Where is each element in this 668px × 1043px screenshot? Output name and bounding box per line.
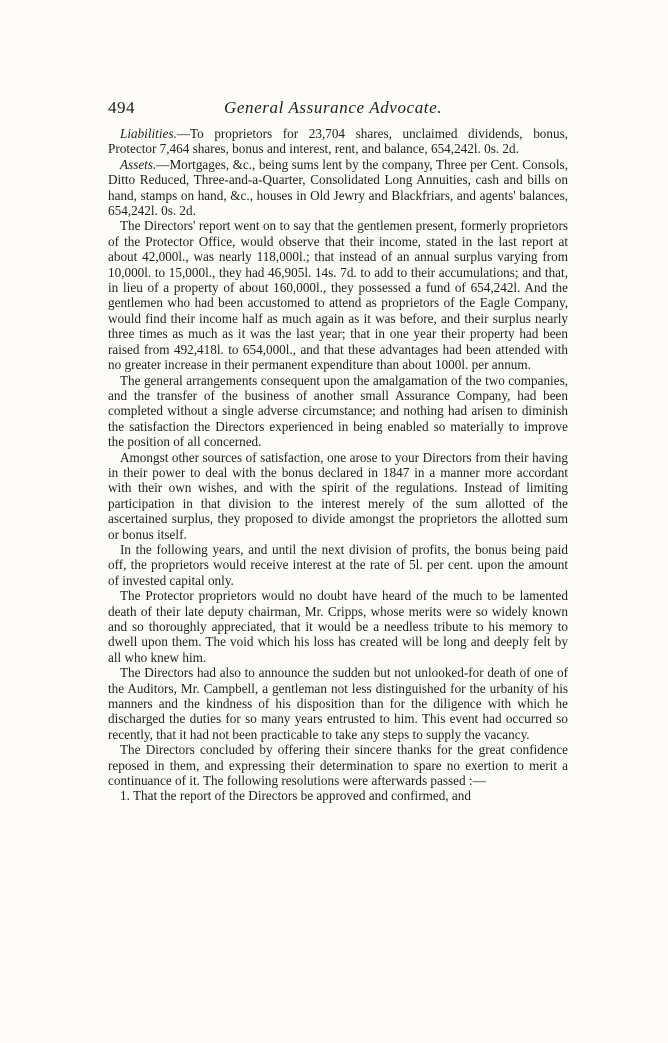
- paragraph-text: —To proprietors for 23,704 shares, unclaimed dividends, bonus, Protector 7,464 shares, bonus and interest, rent, and balance, 654,242l. 0s. 2d.: [108, 126, 568, 157]
- paragraph-bonus: [108, 450, 568, 542]
- paragraph-text: The Directors concluded by offering their sincere thanks for the great confidence reposed in them, and expressing their determination to spare no exertion to merit a continuance of it. The following resolutions were afterwards passed :—: [108, 742, 568, 789]
- paragraph-interest: [108, 542, 568, 588]
- running-head: [108, 96, 568, 120]
- paragraph-text: —Mortgages, &c., being sums lent by the company, Three per Cent. Consols, Ditto Reduced, Three-and-a-Quarter, Consolidated Long Annuities, cash and bills on hand, stamps on hand, &c., houses in Old Jewry and Blackfriars, and agents' balances, 654,242l. 0s. 2d.: [108, 156, 568, 219]
- paragraph-amalgamation: [108, 373, 568, 450]
- paragraph-text: The Directors had also to announce the sudden but not unlooked-for death of one of the Auditors, Mr. Campbell, a gentleman not less distinguished for the urbanity of his manners and the kindness of his disposition than for the diligence with which he discharged the duties for so many years entrusted to him. This event had occurred so recently, that it had not been practicable to take any steps to supply the vacancy.: [108, 665, 568, 742]
- paragraph-lead: Assets.: [120, 156, 157, 172]
- paragraph-report-income: [108, 218, 568, 372]
- paragraph-resolution-1: [108, 788, 568, 803]
- paragraph-cripps: [108, 588, 568, 665]
- paragraph-text: The Protector proprietors would no doubt have heard of the much to be lamented death of their late deputy chairman, Mr. Cripps, whose merits were so widely known and so thoroughly appreciated, that it would be a needless tribute to his memory to dwell upon them. The void which his loss has created will be long and deeply felt by all who knew him.: [108, 588, 568, 665]
- paragraph-text: Amongst other sources of satisfaction, one arose to your Directors from their having in their power to deal with the bonus declared in 1847 in a manner more accordant with their own wishes, and with the spirit of the regulations. Instead of limiting participation in that division to the interest merely of the sum allotted of the ascertained surplus, they proposed to divide amongst the proprietors the allotted sum or bonus itself.: [108, 449, 568, 542]
- paragraph-text: 1. That the report of the Directors be approved and confirmed, and: [120, 788, 471, 804]
- paragraph-campbell: [108, 665, 568, 742]
- paragraph-conclusion: [108, 742, 568, 788]
- paragraph-lead: Liabilities.: [120, 126, 177, 141]
- body-text: [108, 126, 568, 804]
- paragraph-liabilities: [108, 126, 568, 157]
- paragraph-text: In the following years, and until the next division of profits, the bonus being paid off, the proprietors would receive interest at the rate of 5l. per cent. upon the amount of invested capital only.: [108, 541, 568, 588]
- paragraph-text: The Directors' report went on to say that the gentlemen present, formerly proprietors of the Protector Office, would observe that their income, stated in the last report at about 42,000l., was nearly 118,000l.; that instead of an annual surplus varying from 10,000l. to 15,000l., they had 46,905l. 14s. 7d. to add to their accumulations; and that, in lieu of a property of about 160,000l., they possessed a fund of 654,242l. And the gentlemen who had been accustomed to attend as proprietors of the Eagle Company, would find their income half as much again as it was before, and their surplus nearly three times as much as it was the last year; that in one year their property had been raised from 492,418l. to 654,000l., and that these advantages had been attended with no greater increase in their permanent expenditure than about 1000l. per annum.: [108, 218, 568, 373]
- page-number: 494: [108, 98, 135, 117]
- paragraph-assets: [108, 157, 568, 219]
- paragraph-text: The general arrangements consequent upon the amalgamation of the two companies, and the transfer of the business of another small Assurance Company, had been completed without a single adverse circumstance; and nothing had arisen to diminish the satisfaction the Directors experienced in being enabled so materially to improve the position of all concerned.: [108, 372, 568, 450]
- running-title: General Assurance Advocate.: [224, 98, 443, 117]
